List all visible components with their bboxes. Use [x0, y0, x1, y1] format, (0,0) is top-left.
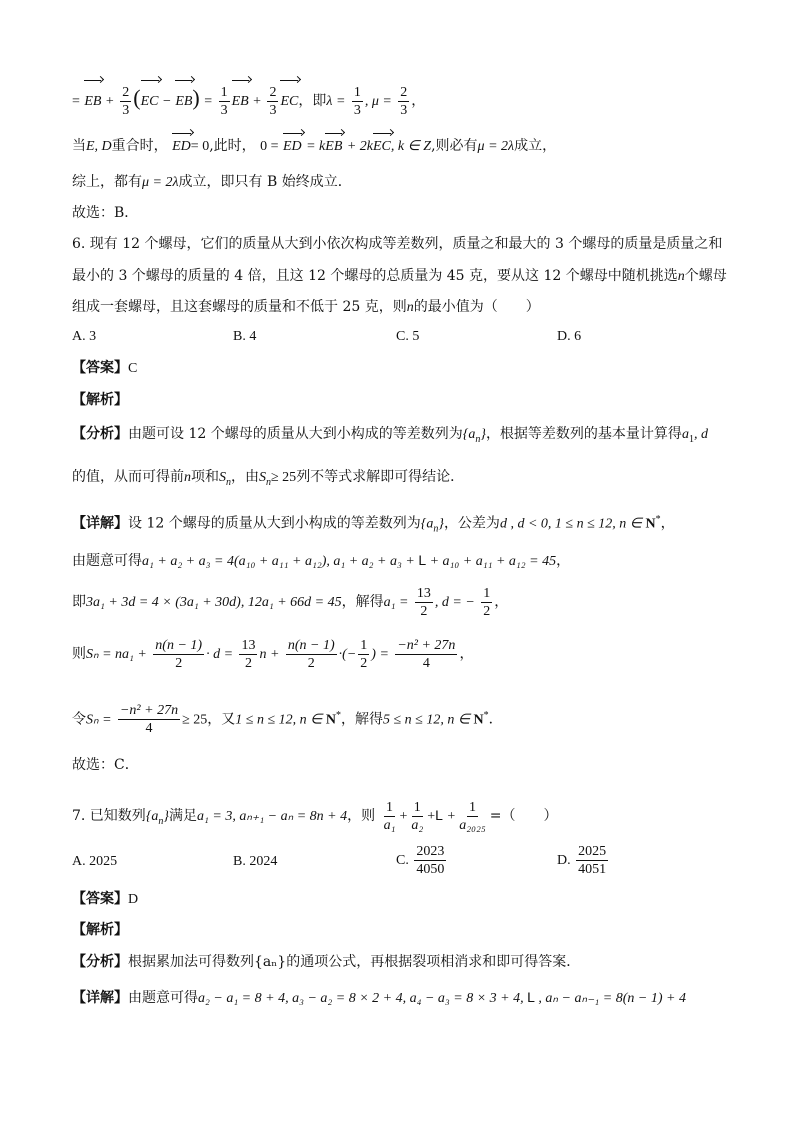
numerator: 1 — [353, 84, 361, 100]
q6-line-3 — [72, 297, 540, 318]
math-fragment: = 0 — [190, 139, 210, 154]
q6-xiangjie-line-5 — [72, 696, 503, 736]
vector-eb: EB — [325, 137, 342, 157]
numerator: −n² + 27n — [397, 637, 456, 653]
text-fragment: 重合时， — [111, 138, 168, 154]
xiangjie-tag: 【详解】 — [72, 990, 128, 1006]
denominator: 3 — [400, 102, 408, 118]
math-fragment: {a — [145, 809, 159, 824]
math-fragment: Sₙ = na₁ + — [86, 647, 147, 662]
subscript: n — [475, 433, 481, 445]
superscript: * — [335, 710, 341, 721]
fraction — [358, 637, 369, 672]
denominator: 2 — [360, 655, 368, 671]
fraction-1-3 — [352, 84, 363, 119]
denominator: 4 — [145, 721, 153, 737]
q6-line-1: 6. 现有 12 个螺母，它们的质量从大到小依次构成等差数列，质量之和最大的 3 个螺母的质量是质量之和 — [72, 236, 723, 252]
fraction — [382, 799, 398, 834]
text-fragment: 由题意可得 — [72, 553, 142, 569]
lambda-expression: λ = — [326, 94, 346, 109]
math-fragment: μ = 2λ — [142, 175, 179, 190]
naturals-symbol: N — [325, 712, 336, 728]
equals-sign: = — [204, 94, 213, 109]
q7-option-b: B. 2024 — [233, 854, 278, 869]
numerator: 1 — [386, 799, 393, 815]
denominator: 3 — [353, 102, 361, 118]
math-fragment: , k ∈ Z — [390, 139, 432, 154]
math-fragment: 0 = — [260, 139, 279, 154]
numerator: 2 — [400, 84, 408, 100]
fraction — [457, 799, 487, 834]
math-fragment: + a₁₀ + a₁₁ + a₁₂ = 45 — [426, 554, 557, 569]
fraction — [481, 585, 492, 620]
fenxi-tag: 【分析】 — [72, 426, 128, 442]
numerator: 13 — [241, 637, 256, 653]
answer-value: D — [128, 892, 139, 907]
text-fragment: ， — [411, 93, 426, 109]
math-fragment: 3a₁ + 3d = 4 × (3a₁ + 30d), 12a₁ + 66d = 45 — [86, 595, 342, 610]
math-fragment: {a — [420, 516, 434, 532]
fraction — [576, 843, 608, 878]
numerator: 2 — [269, 84, 277, 100]
ellipsis-glyph: L — [418, 552, 427, 568]
text-fragment: ， — [556, 553, 571, 569]
text-fragment: ． — [488, 711, 503, 728]
numerator: 1 — [413, 799, 421, 815]
text-fragment: 个螺母 — [684, 268, 727, 284]
plus-sign: + — [105, 94, 114, 109]
math-fragment: n — [677, 269, 685, 284]
denominator: 2 — [307, 655, 315, 671]
q6-xiangjie-line-2 — [72, 550, 570, 572]
math-fragment: {a — [462, 427, 476, 442]
text-fragment: 由题意可得 — [128, 990, 198, 1006]
answer-value: C — [128, 361, 138, 376]
math-fragment: } — [480, 427, 486, 442]
q7-xiangjie — [72, 987, 686, 1009]
math-fragment: } — [163, 809, 170, 824]
numerator: 1 — [483, 585, 491, 601]
answer-tag: 【答案】 — [72, 360, 128, 376]
math-fragment: S — [259, 470, 266, 485]
analysis-tag: 【解析】 — [72, 922, 128, 938]
text-fragment: ，公差为 — [443, 515, 500, 532]
math-fragment: ·(− — [338, 647, 357, 662]
ellipsis-glyph: L — [527, 989, 535, 1005]
text-fragment: 由题可设 12 个螺母的质量从大到小构成的等差数列为 — [128, 426, 463, 442]
denominator: 2 — [244, 655, 252, 671]
plus-sign: + — [427, 809, 436, 824]
derivation-line-1: = EB + $\frac{2}{3}$ (EC − EB) = $\frac{1}{3}$ EB + $\frac{2}{3}$ EC，即λ = $\frac{1}{3}$ , μ = $\frac{2}{3}$ ， — [72, 80, 425, 116]
equals-sign: = — [72, 94, 80, 109]
denominator: 3 — [220, 102, 228, 118]
q7-option-c — [396, 842, 448, 880]
text-fragment: ， — [494, 594, 509, 610]
minus-sign: − — [162, 94, 171, 109]
q7-fenxi — [72, 952, 580, 972]
text-fragment: ，根据等差数列的基本量计算得 — [485, 426, 682, 442]
math-fragment: + 2k — [346, 139, 373, 154]
text-fragment: ，则 — [347, 808, 376, 824]
text-fragment: 列不等式求解即可得结论． — [296, 469, 465, 485]
fraction — [153, 637, 204, 672]
text-fragment: 成立， — [514, 138, 557, 154]
mu-expression: , μ = — [364, 94, 392, 109]
math-fragment: a₂ − a₁ = 8 + 4, a₃ − a₂ = 8 × 2 + 4, a₄ − a₃ = 8 × 3 + 4, — [198, 991, 528, 1006]
fraction-2-3 — [267, 84, 278, 119]
superscript: * — [483, 710, 489, 721]
math-fragment: a₁ = — [383, 595, 409, 610]
fraction-2-3 — [398, 84, 409, 119]
fraction — [239, 637, 257, 672]
text-fragment: 根据累加法可得数列{aₙ}的通项公式，再根据裂项相消求和即可得答案． — [128, 954, 581, 970]
plus-sign: + — [447, 809, 456, 824]
text-fragment: 最小的 3 个螺母的质量的 4 倍，且这 12 个螺母的总质量为 45 克，要从这 12 个螺母中随机挑选 — [72, 268, 678, 284]
option-label: C. — [396, 853, 409, 868]
q6-answer — [72, 358, 137, 379]
numerator: −n² + 27n — [119, 703, 179, 719]
text-fragment: ，由 — [231, 469, 259, 485]
vector-ec: EC — [373, 137, 391, 157]
vector-ed: ED — [172, 137, 191, 157]
denominator: a₁ — [383, 817, 396, 833]
numerator: 1 — [220, 84, 228, 100]
math-fragment: , d = − — [434, 595, 475, 610]
denominator: 4050 — [416, 862, 445, 878]
denominator: 2 — [420, 603, 428, 619]
numerator: 13 — [416, 585, 431, 601]
numerator: 1 — [360, 637, 368, 653]
denominator: a₂ — [411, 817, 424, 833]
math-fragment: Sₙ = — [86, 712, 112, 728]
text-fragment: ，即 — [298, 93, 327, 109]
math-fragment: n — [406, 300, 414, 315]
text-fragment: 设 12 个螺母的质量从大到小构成的等差数列为 — [128, 515, 421, 532]
q7-stem — [72, 792, 557, 838]
xiangjie-tag: 【详解】 — [72, 515, 128, 532]
text-fragment: ,则必有 — [431, 138, 478, 154]
fraction — [286, 637, 337, 672]
q7-answer — [72, 889, 138, 910]
text-fragment: ，又 — [207, 711, 236, 728]
q6-fenxi-line-2 — [72, 467, 464, 493]
math-fragment: E, D — [86, 139, 112, 154]
denominator: 4 — [422, 655, 430, 671]
derivation-line-3 — [72, 172, 352, 193]
text-fragment: 的最小值为（ ） — [413, 299, 540, 315]
q7-option-d — [557, 842, 610, 880]
text-fragment: 项和 — [191, 469, 219, 485]
text-fragment: 综上，都有 — [72, 174, 142, 190]
vector-eb: EB — [84, 84, 101, 120]
superscript: * — [655, 514, 661, 525]
text-fragment: 7. 已知数列 — [72, 808, 146, 824]
vector-ec: EC — [280, 84, 298, 120]
numerator: n(n − 1) — [287, 637, 335, 653]
choose-b-line: 故选：B． — [72, 205, 139, 221]
text-fragment: 令 — [72, 711, 86, 728]
text-fragment: 的值，从而可得前 — [72, 469, 184, 485]
q6-option-d: D. 6 — [557, 329, 582, 344]
q6-fenxi-line-1 — [72, 424, 708, 450]
text-fragment: 当 — [72, 138, 86, 154]
text-fragment: ，解得 — [341, 594, 384, 610]
math-fragment: 1 ≤ n ≤ 12, n ∈ — [235, 712, 326, 728]
vector-eb: EB — [175, 84, 192, 120]
text-fragment: ，解得 — [340, 711, 383, 728]
ellipsis-glyph: L — [435, 807, 443, 823]
text-fragment: 即 — [72, 594, 86, 610]
subscript: 1 — [688, 433, 694, 445]
math-fragment: S — [219, 470, 226, 485]
option-label: D. — [557, 853, 571, 868]
text-fragment: =（ ） — [489, 808, 558, 824]
math-fragment: a₁ = 3, aₙ₊₁ − aₙ = 8n + 4 — [197, 809, 348, 824]
math-fragment: · d = — [206, 647, 234, 662]
math-fragment: } — [438, 516, 444, 532]
fraction-2-3 — [120, 84, 131, 119]
naturals-symbol: N — [473, 712, 484, 728]
denominator: 3 — [122, 102, 130, 118]
q6-analysis-heading — [72, 390, 128, 410]
text-fragment: 成立，即只有 B 始终成立． — [178, 174, 352, 190]
math-fragment: μ = 2λ — [477, 139, 515, 154]
math-fragment: ≥ 25 — [182, 712, 208, 728]
denominator: 2 — [483, 603, 491, 619]
answer-tag: 【答案】 — [72, 891, 128, 907]
math-fragment: d , d < 0, 1 ≤ n ≤ 12, n ∈ — [499, 516, 646, 532]
denominator: 2 — [175, 655, 183, 671]
vector-ec: EC — [141, 84, 159, 120]
q6-line-2 — [72, 266, 727, 287]
derivation-line-2 — [72, 136, 556, 157]
vector-ed: ED — [283, 137, 302, 157]
text-fragment: ， — [660, 515, 675, 532]
denominator: 3 — [269, 102, 277, 118]
denominator: a₂₀₂₅ — [459, 817, 486, 833]
q6-option-c: C. 5 — [396, 329, 420, 344]
math-fragment: a₁ + a₂ + a₃ = 4(a₁₀ + a₁₁ + a₁₂), a₁ + a₂ + a₃ + — [142, 554, 419, 569]
subscript: n — [433, 523, 439, 535]
vector-eb: EB — [232, 84, 249, 120]
math-fragment: n — [184, 470, 191, 485]
text-fragment: 满足 — [169, 808, 198, 824]
subscript: n — [158, 815, 164, 827]
fraction — [415, 585, 433, 620]
numerator: 2025 — [578, 844, 607, 860]
math-fragment: , d — [693, 427, 708, 442]
q7-analysis-heading — [72, 920, 128, 940]
q6-xiangjie-line-4 — [72, 634, 473, 674]
math-fragment: a — [681, 427, 689, 442]
math-fragment: = k — [306, 139, 326, 154]
plus-sign: + — [399, 809, 408, 824]
math-fragment: ) = — [371, 647, 389, 662]
fenxi-tag: 【分析】 — [72, 954, 128, 970]
text-fragment: ， — [459, 646, 474, 662]
denominator: 4051 — [578, 862, 607, 878]
subscript: n — [226, 476, 231, 488]
text-fragment: 则 — [72, 646, 86, 662]
math-fragment: , aₙ − aₙ₋₁ = 8(n − 1) + 4 — [534, 991, 686, 1006]
q6-option-a: A. 3 — [72, 329, 97, 344]
subscript: n — [266, 476, 271, 488]
analysis-tag: 【解析】 — [72, 392, 128, 408]
math-fragment: n + — [259, 647, 280, 662]
q6-xiangjie-line-3 — [72, 584, 508, 620]
fraction — [414, 843, 446, 878]
numerator: 2023 — [416, 844, 445, 860]
fraction — [409, 799, 425, 834]
math-fragment: 5 ≤ n ≤ 12, n ∈ — [382, 712, 474, 728]
q7-option-a: A. 2025 — [72, 854, 118, 869]
math-fragment: ≥ 25 — [271, 470, 297, 485]
numerator: n(n − 1) — [155, 637, 203, 653]
naturals-symbol: N — [645, 516, 656, 532]
text-fragment: ,此时， — [209, 138, 256, 154]
choose-c-line: 故选：C． — [72, 757, 139, 773]
numerator: 1 — [469, 799, 477, 815]
text-fragment: 组成一套螺母，且这套螺母的质量和不低于 25 克，则 — [72, 299, 407, 315]
numerator: 2 — [122, 84, 130, 100]
q6-xiangjie-line-1 — [72, 510, 675, 539]
fraction — [118, 702, 180, 737]
fraction — [395, 637, 457, 672]
q6-option-b: B. 4 — [233, 329, 257, 344]
fraction-1-3 — [219, 84, 230, 119]
